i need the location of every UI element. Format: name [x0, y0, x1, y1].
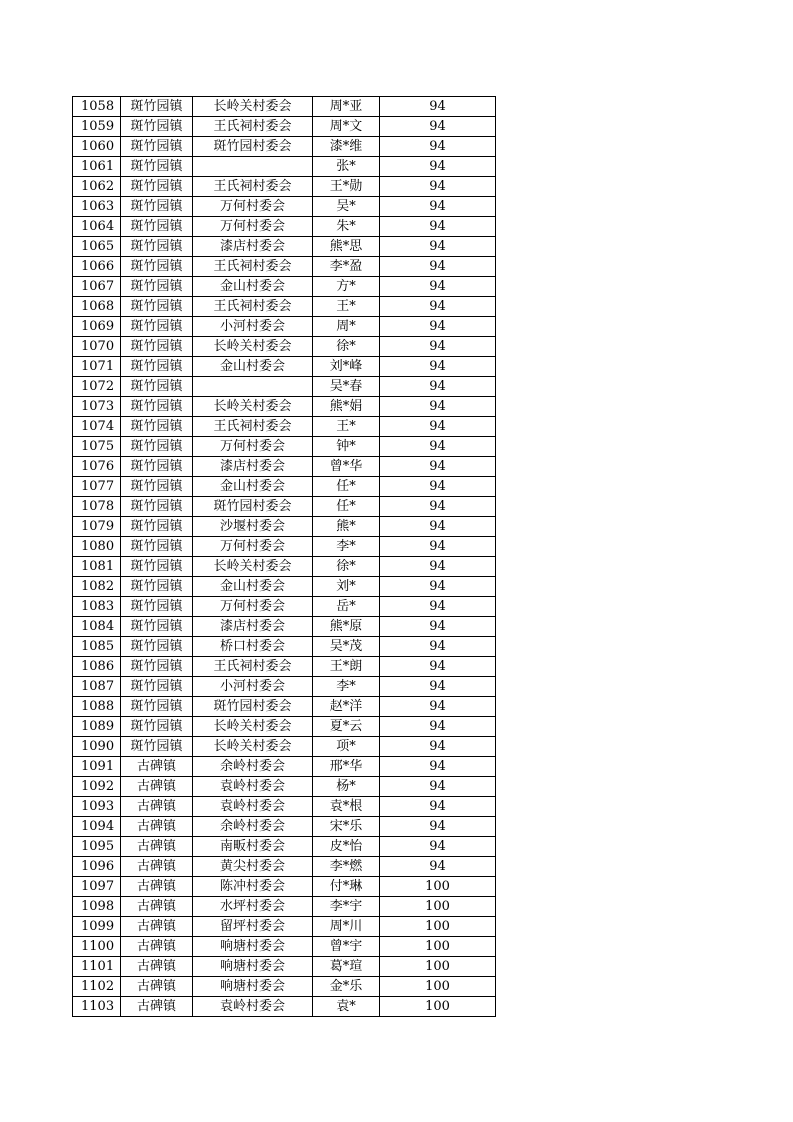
score-cell: 100: [380, 997, 496, 1017]
village-committee-cell: 万何村委会: [193, 197, 313, 217]
row-number-cell: 1080: [73, 537, 121, 557]
score-cell: 94: [380, 577, 496, 597]
score-cell: 94: [380, 797, 496, 817]
village-committee-cell: 漆店村委会: [193, 237, 313, 257]
town-cell: 古碑镇: [121, 857, 193, 877]
village-committee-cell: 长岭关村委会: [193, 717, 313, 737]
score-cell: 94: [380, 437, 496, 457]
village-committee-cell: 万何村委会: [193, 437, 313, 457]
village-committee-cell: 斑竹园村委会: [193, 137, 313, 157]
row-number-cell: 1091: [73, 757, 121, 777]
row-number-cell: 1085: [73, 637, 121, 657]
table-row: [73, 377, 496, 397]
table-row: [73, 677, 496, 697]
name-cell: 李*: [313, 677, 380, 697]
town-cell: 斑竹园镇: [121, 317, 193, 337]
table-row: [73, 297, 496, 317]
row-number-cell: 1062: [73, 177, 121, 197]
name-cell: 王*: [313, 297, 380, 317]
village-committee-cell: 桥口村委会: [193, 637, 313, 657]
village-committee-cell: 王氏祠村委会: [193, 297, 313, 317]
town-cell: 斑竹园镇: [121, 617, 193, 637]
row-number-cell: 1063: [73, 197, 121, 217]
score-cell: 94: [380, 637, 496, 657]
village-committee-cell: 余岭村委会: [193, 817, 313, 837]
village-committee-cell: 袁岭村委会: [193, 777, 313, 797]
village-committee-cell: 斑竹园村委会: [193, 697, 313, 717]
name-cell: 袁*根: [313, 797, 380, 817]
name-cell: 袁*: [313, 997, 380, 1017]
table-row: [73, 537, 496, 557]
score-cell: 100: [380, 917, 496, 937]
name-cell: 岳*: [313, 597, 380, 617]
score-cell: 94: [380, 257, 496, 277]
town-cell: 斑竹园镇: [121, 477, 193, 497]
village-committee-cell: 金山村委会: [193, 577, 313, 597]
data-table: [72, 96, 496, 1017]
table-row: [73, 257, 496, 277]
name-cell: 漆*维: [313, 137, 380, 157]
village-committee-cell: 沙堰村委会: [193, 517, 313, 537]
row-number-cell: 1087: [73, 677, 121, 697]
row-number-cell: 1076: [73, 457, 121, 477]
village-committee-cell: 王氏祠村委会: [193, 257, 313, 277]
town-cell: 斑竹园镇: [121, 537, 193, 557]
row-number-cell: 1064: [73, 217, 121, 237]
row-number-cell: 1061: [73, 157, 121, 177]
score-cell: 100: [380, 957, 496, 977]
town-cell: 古碑镇: [121, 797, 193, 817]
name-cell: 周*川: [313, 917, 380, 937]
row-number-cell: 1074: [73, 417, 121, 437]
town-cell: 斑竹园镇: [121, 137, 193, 157]
town-cell: 斑竹园镇: [121, 337, 193, 357]
table-row: [73, 837, 496, 857]
table-row: [73, 697, 496, 717]
name-cell: 钟*: [313, 437, 380, 457]
village-committee-cell: 金山村委会: [193, 277, 313, 297]
score-cell: 94: [380, 597, 496, 617]
village-committee-cell: 响塘村委会: [193, 957, 313, 977]
village-committee-cell: 漆店村委会: [193, 457, 313, 477]
score-cell: 94: [380, 357, 496, 377]
table-body: [73, 97, 496, 1017]
row-number-cell: 1073: [73, 397, 121, 417]
name-cell: 熊*娟: [313, 397, 380, 417]
town-cell: 斑竹园镇: [121, 117, 193, 137]
town-cell: 斑竹园镇: [121, 497, 193, 517]
town-cell: 古碑镇: [121, 957, 193, 977]
score-cell: 94: [380, 457, 496, 477]
town-cell: 斑竹园镇: [121, 217, 193, 237]
table-row: [73, 617, 496, 637]
village-committee-cell: 余岭村委会: [193, 757, 313, 777]
score-cell: 94: [380, 837, 496, 857]
row-number-cell: 1070: [73, 337, 121, 357]
village-committee-cell: 南畈村委会: [193, 837, 313, 857]
row-number-cell: 1081: [73, 557, 121, 577]
name-cell: 张*: [313, 157, 380, 177]
town-cell: 斑竹园镇: [121, 237, 193, 257]
village-committee-cell: 响塘村委会: [193, 937, 313, 957]
town-cell: 斑竹园镇: [121, 417, 193, 437]
table-row: [73, 557, 496, 577]
row-number-cell: 1060: [73, 137, 121, 157]
score-cell: 94: [380, 417, 496, 437]
table-row: [73, 877, 496, 897]
row-number-cell: 1072: [73, 377, 121, 397]
village-committee-cell: 袁岭村委会: [193, 797, 313, 817]
town-cell: 斑竹园镇: [121, 577, 193, 597]
town-cell: 古碑镇: [121, 877, 193, 897]
village-committee-cell: 金山村委会: [193, 357, 313, 377]
row-number-cell: 1082: [73, 577, 121, 597]
score-cell: 94: [380, 697, 496, 717]
town-cell: 古碑镇: [121, 777, 193, 797]
village-committee-cell: 王氏祠村委会: [193, 177, 313, 197]
score-cell: 94: [380, 317, 496, 337]
score-cell: 94: [380, 117, 496, 137]
table-row: [73, 817, 496, 837]
table-row: [73, 137, 496, 157]
town-cell: 斑竹园镇: [121, 277, 193, 297]
table-row: [73, 757, 496, 777]
row-number-cell: 1078: [73, 497, 121, 517]
table-row: [73, 937, 496, 957]
village-committee-cell: 黄尖村委会: [193, 857, 313, 877]
name-cell: 周*: [313, 317, 380, 337]
name-cell: 王*朗: [313, 657, 380, 677]
row-number-cell: 1088: [73, 697, 121, 717]
name-cell: 方*: [313, 277, 380, 297]
table-row: [73, 337, 496, 357]
town-cell: 斑竹园镇: [121, 157, 193, 177]
table-row: [73, 897, 496, 917]
row-number-cell: 1101: [73, 957, 121, 977]
table-row: [73, 497, 496, 517]
score-cell: 94: [380, 177, 496, 197]
town-cell: 斑竹园镇: [121, 197, 193, 217]
name-cell: 李*: [313, 537, 380, 557]
name-cell: 李*燃: [313, 857, 380, 877]
score-cell: 94: [380, 757, 496, 777]
name-cell: 皮*怡: [313, 837, 380, 857]
table-row: [73, 397, 496, 417]
score-cell: 94: [380, 557, 496, 577]
row-number-cell: 1059: [73, 117, 121, 137]
village-committee-cell: 长岭关村委会: [193, 337, 313, 357]
table-row: [73, 357, 496, 377]
name-cell: 任*: [313, 477, 380, 497]
village-committee-cell: 长岭关村委会: [193, 737, 313, 757]
village-committee-cell: 王氏祠村委会: [193, 657, 313, 677]
row-number-cell: 1093: [73, 797, 121, 817]
row-number-cell: 1071: [73, 357, 121, 377]
town-cell: 斑竹园镇: [121, 177, 193, 197]
village-committee-cell: 小河村委会: [193, 677, 313, 697]
village-committee-cell: 袁岭村委会: [193, 997, 313, 1017]
row-number-cell: 1079: [73, 517, 121, 537]
table-row: [73, 997, 496, 1017]
village-committee-cell: 长岭关村委会: [193, 397, 313, 417]
table-row: [73, 637, 496, 657]
row-number-cell: 1098: [73, 897, 121, 917]
row-number-cell: 1069: [73, 317, 121, 337]
row-number-cell: 1058: [73, 97, 121, 117]
row-number-cell: 1068: [73, 297, 121, 317]
name-cell: 徐*: [313, 337, 380, 357]
row-number-cell: 1103: [73, 997, 121, 1017]
table-row: [73, 737, 496, 757]
table-row: [73, 977, 496, 997]
town-cell: 斑竹园镇: [121, 717, 193, 737]
town-cell: 斑竹园镇: [121, 297, 193, 317]
name-cell: 金*乐: [313, 977, 380, 997]
score-cell: 94: [380, 397, 496, 417]
table-row: [73, 277, 496, 297]
table-row: [73, 477, 496, 497]
name-cell: 吴*: [313, 197, 380, 217]
table-row: [73, 517, 496, 537]
name-cell: 吴*春: [313, 377, 380, 397]
table-row: [73, 657, 496, 677]
name-cell: 项*: [313, 737, 380, 757]
village-committee-cell: 陈冲村委会: [193, 877, 313, 897]
score-cell: 94: [380, 677, 496, 697]
town-cell: 古碑镇: [121, 897, 193, 917]
name-cell: 曾*宇: [313, 937, 380, 957]
table-row: [73, 237, 496, 257]
name-cell: 赵*洋: [313, 697, 380, 717]
town-cell: 斑竹园镇: [121, 677, 193, 697]
town-cell: 古碑镇: [121, 757, 193, 777]
score-cell: 94: [380, 137, 496, 157]
row-number-cell: 1090: [73, 737, 121, 757]
name-cell: 李*宇: [313, 897, 380, 917]
name-cell: 葛*瑄: [313, 957, 380, 977]
score-cell: 94: [380, 857, 496, 877]
name-cell: 邢*华: [313, 757, 380, 777]
village-committee-cell: 万何村委会: [193, 597, 313, 617]
town-cell: 古碑镇: [121, 997, 193, 1017]
village-committee-cell: 金山村委会: [193, 477, 313, 497]
score-cell: 94: [380, 517, 496, 537]
village-committee-cell: 斑竹园村委会: [193, 497, 313, 517]
score-cell: 94: [380, 657, 496, 677]
row-number-cell: 1099: [73, 917, 121, 937]
village-committee-cell: 万何村委会: [193, 537, 313, 557]
score-cell: 94: [380, 237, 496, 257]
score-cell: 94: [380, 297, 496, 317]
table-row: [73, 437, 496, 457]
town-cell: 斑竹园镇: [121, 397, 193, 417]
town-cell: 古碑镇: [121, 917, 193, 937]
name-cell: 夏*云: [313, 717, 380, 737]
name-cell: 熊*: [313, 517, 380, 537]
table-row: [73, 857, 496, 877]
row-number-cell: 1066: [73, 257, 121, 277]
name-cell: 熊*思: [313, 237, 380, 257]
name-cell: 曾*华: [313, 457, 380, 477]
town-cell: 古碑镇: [121, 977, 193, 997]
village-committee-cell: 王氏祠村委会: [193, 117, 313, 137]
village-committee-cell: 长岭关村委会: [193, 557, 313, 577]
town-cell: 斑竹园镇: [121, 697, 193, 717]
town-cell: 斑竹园镇: [121, 597, 193, 617]
score-cell: 94: [380, 777, 496, 797]
name-cell: 朱*: [313, 217, 380, 237]
name-cell: 周*亚: [313, 97, 380, 117]
score-cell: 94: [380, 617, 496, 637]
table-row: [73, 97, 496, 117]
score-cell: 94: [380, 537, 496, 557]
name-cell: 吴*茂: [313, 637, 380, 657]
table-row: [73, 157, 496, 177]
table-row: [73, 317, 496, 337]
score-cell: 94: [380, 97, 496, 117]
score-cell: 94: [380, 377, 496, 397]
table-row: [73, 597, 496, 617]
town-cell: 斑竹园镇: [121, 557, 193, 577]
village-committee-cell: 漆店村委会: [193, 617, 313, 637]
score-cell: 94: [380, 817, 496, 837]
name-cell: 李*盈: [313, 257, 380, 277]
village-committee-cell: 王氏祠村委会: [193, 417, 313, 437]
village-committee-cell: 水坪村委会: [193, 897, 313, 917]
row-number-cell: 1065: [73, 237, 121, 257]
town-cell: 斑竹园镇: [121, 377, 193, 397]
name-cell: 付*琳: [313, 877, 380, 897]
name-cell: 杨*: [313, 777, 380, 797]
village-committee-cell: 留坪村委会: [193, 917, 313, 937]
village-committee-cell: 长岭关村委会: [193, 97, 313, 117]
score-cell: 94: [380, 197, 496, 217]
score-cell: 100: [380, 977, 496, 997]
row-number-cell: 1077: [73, 477, 121, 497]
row-number-cell: 1096: [73, 857, 121, 877]
village-committee-cell: 小河村委会: [193, 317, 313, 337]
table-row: [73, 777, 496, 797]
town-cell: 斑竹园镇: [121, 357, 193, 377]
score-cell: 100: [380, 937, 496, 957]
name-cell: 刘*峰: [313, 357, 380, 377]
town-cell: 斑竹园镇: [121, 517, 193, 537]
score-cell: 94: [380, 157, 496, 177]
table-row: [73, 917, 496, 937]
table-row: [73, 177, 496, 197]
score-cell: 94: [380, 737, 496, 757]
town-cell: 斑竹园镇: [121, 637, 193, 657]
town-cell: 古碑镇: [121, 937, 193, 957]
name-cell: 熊*原: [313, 617, 380, 637]
score-cell: 94: [380, 217, 496, 237]
row-number-cell: 1095: [73, 837, 121, 857]
score-cell: 94: [380, 277, 496, 297]
score-cell: 100: [380, 877, 496, 897]
score-cell: 94: [380, 717, 496, 737]
name-cell: 刘*: [313, 577, 380, 597]
town-cell: 斑竹园镇: [121, 97, 193, 117]
row-number-cell: 1083: [73, 597, 121, 617]
row-number-cell: 1089: [73, 717, 121, 737]
village-committee-cell: [193, 377, 313, 397]
town-cell: 古碑镇: [121, 837, 193, 857]
table-row: [73, 117, 496, 137]
table-row: [73, 417, 496, 437]
row-number-cell: 1094: [73, 817, 121, 837]
name-cell: 王*勋: [313, 177, 380, 197]
village-committee-cell: 万何村委会: [193, 217, 313, 237]
table-row: [73, 197, 496, 217]
table-row: [73, 577, 496, 597]
row-number-cell: 1084: [73, 617, 121, 637]
row-number-cell: 1100: [73, 937, 121, 957]
row-number-cell: 1092: [73, 777, 121, 797]
table-row: [73, 457, 496, 477]
name-cell: 周*文: [313, 117, 380, 137]
table-row: [73, 957, 496, 977]
score-cell: 94: [380, 477, 496, 497]
row-number-cell: 1075: [73, 437, 121, 457]
score-cell: 100: [380, 897, 496, 917]
town-cell: 斑竹园镇: [121, 737, 193, 757]
town-cell: 斑竹园镇: [121, 657, 193, 677]
name-cell: 王*: [313, 417, 380, 437]
name-cell: 宋*乐: [313, 817, 380, 837]
score-cell: 94: [380, 337, 496, 357]
town-cell: 斑竹园镇: [121, 457, 193, 477]
row-number-cell: 1097: [73, 877, 121, 897]
name-cell: 任*: [313, 497, 380, 517]
table-row: [73, 717, 496, 737]
row-number-cell: 1102: [73, 977, 121, 997]
village-committee-cell: [193, 157, 313, 177]
town-cell: 古碑镇: [121, 817, 193, 837]
town-cell: 斑竹园镇: [121, 437, 193, 457]
village-committee-cell: 响塘村委会: [193, 977, 313, 997]
row-number-cell: 1067: [73, 277, 121, 297]
name-cell: 徐*: [313, 557, 380, 577]
table-row: [73, 217, 496, 237]
score-cell: 94: [380, 497, 496, 517]
town-cell: 斑竹园镇: [121, 257, 193, 277]
table-row: [73, 797, 496, 817]
row-number-cell: 1086: [73, 657, 121, 677]
